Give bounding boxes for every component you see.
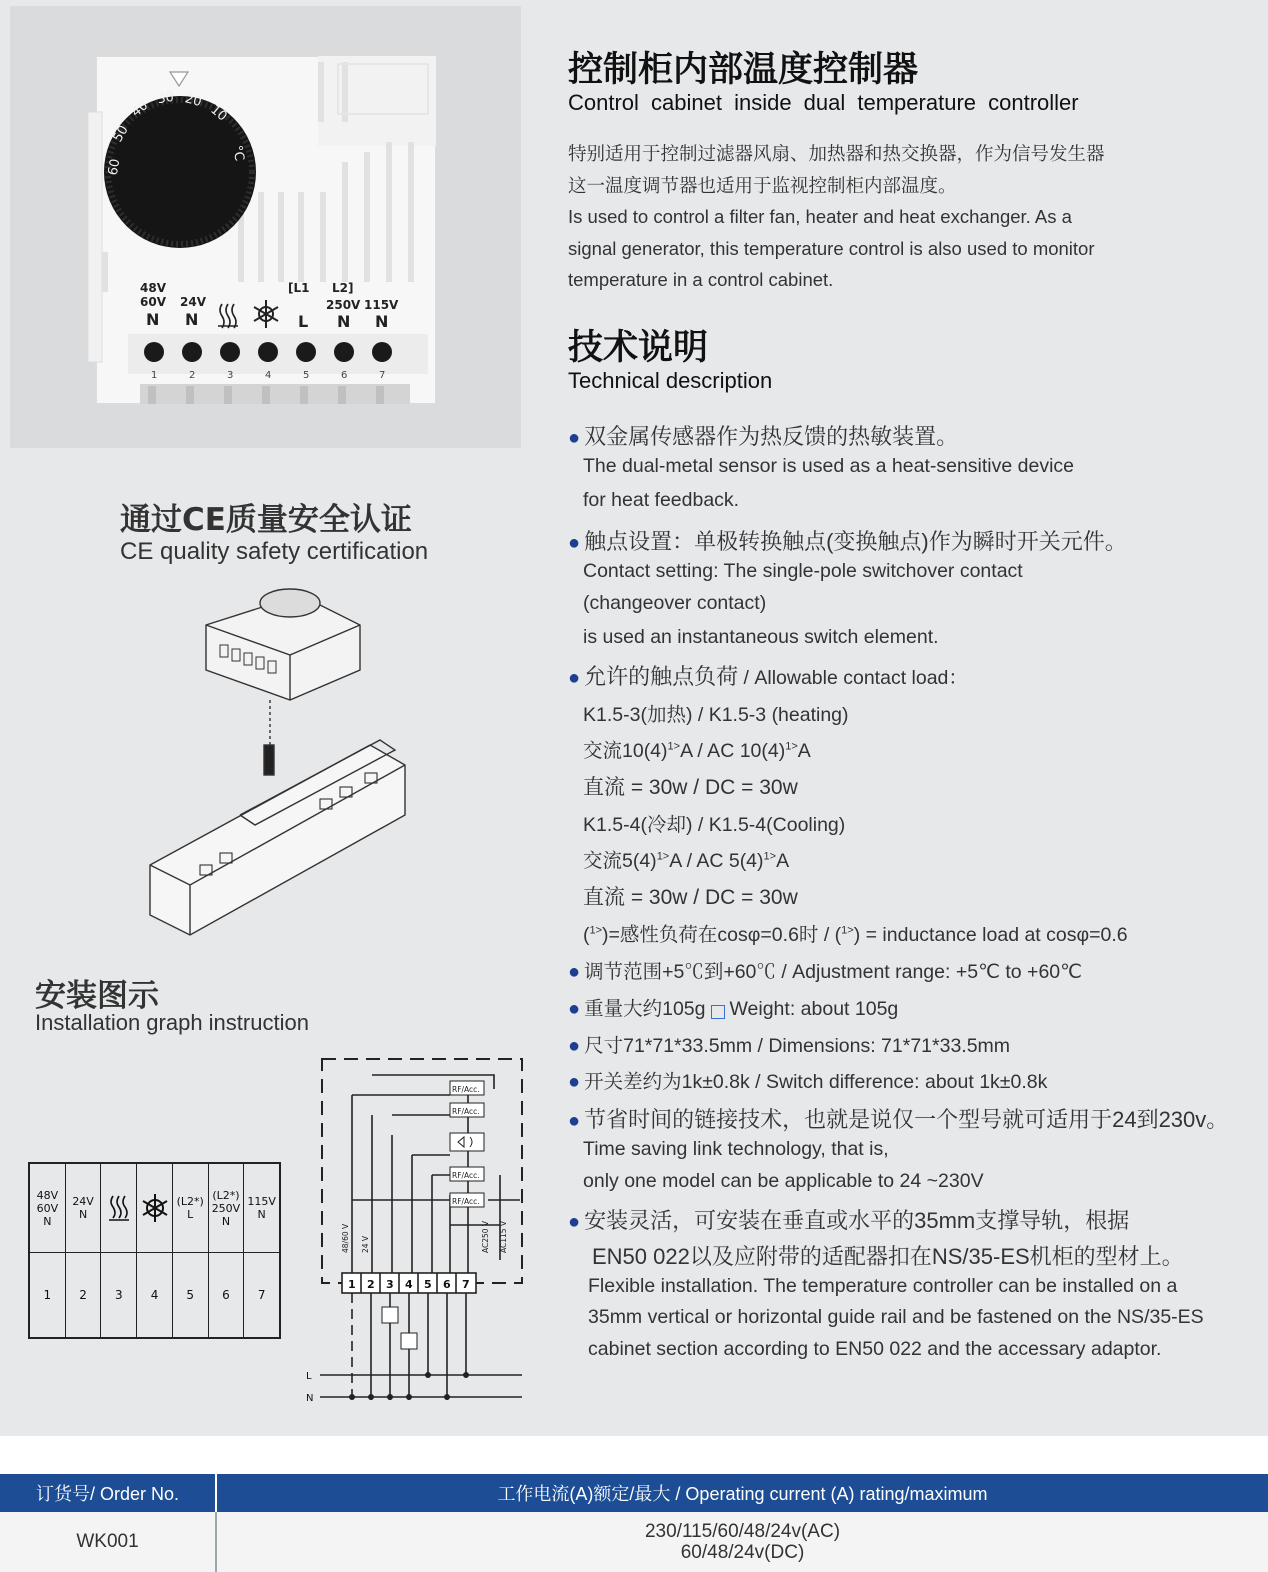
wiring-terminal-number: 1 [348, 1278, 356, 1291]
terminal-label: N [185, 310, 199, 329]
heater-icon [107, 1194, 131, 1222]
spec-text: Contact setting: The single-pole switchover contact [583, 560, 1023, 582]
terminal-text: N [257, 1208, 266, 1221]
placeholder-box-icon [711, 1005, 725, 1019]
spec-text: 35mm vertical or horizontal guide rail and be fastened on the NS/35-ES [588, 1306, 1204, 1328]
spec-line [583, 919, 1128, 947]
spec-text: 开关差约为1k±0.8k / Switch difference: about 1k±0.8k [584, 1071, 1048, 1093]
terminal-label: 60V [140, 295, 166, 309]
terminal-label: L2] [332, 281, 354, 295]
wiring-diagram [300, 1055, 528, 1407]
rf-acc-box [450, 1103, 484, 1117]
terminal-text: 115V [247, 1195, 276, 1208]
spec-text: cabinet section according to EN50 022 and the accessary adaptor. [588, 1338, 1162, 1360]
footnote-mark: 1> [667, 740, 681, 753]
terminal-number: 6 [341, 370, 348, 381]
wiring-terminal-number: 5 [424, 1278, 432, 1291]
order-table [0, 1474, 1268, 1572]
wiring-terminal-number: 2 [367, 1278, 375, 1291]
terminal-number: 4 [150, 1288, 159, 1302]
spec-item [568, 1204, 1129, 1235]
spec-text: Time saving link technology, that is, [583, 1138, 889, 1160]
terminal-number: 1 [151, 370, 158, 381]
terminal-number: 3 [114, 1288, 123, 1302]
terminal-label: [L1 [288, 281, 310, 295]
terminal-text: 250V [211, 1201, 241, 1215]
spec-text: Flexible installation. The temperature controller can be installed on a [588, 1275, 1178, 1297]
rf-acc-box [450, 1167, 484, 1181]
terminal-text: 48V [36, 1188, 59, 1202]
terminal-text: 24V [72, 1195, 94, 1208]
spec-text: 触点设置：单极转换触点(变换触点)作为瞬时开关元件。 [584, 529, 1127, 554]
spec-text: 重量大约105g [584, 998, 706, 1020]
terminal-label: N [146, 310, 160, 329]
spec-text: ) = inductance load at cosφ=0.6 [853, 924, 1128, 946]
spec-text: 双金属传感器作为热反馈的热敏装置。 [584, 424, 959, 449]
terminal-text: (L2*) [212, 1188, 240, 1202]
desc-line: 特别适用于控制过滤器风扇、加热器和热交换器，作为信号发生器 [568, 143, 1105, 164]
cooling-icon [140, 1193, 170, 1223]
dial-label: °C [229, 144, 247, 163]
terminal-text: N [78, 1208, 88, 1221]
terminal-text: 60V [36, 1201, 59, 1215]
spec-text: A [797, 740, 811, 762]
installation-title-en: Installation graph instruction [35, 1010, 309, 1035]
terminal-number: 1 [43, 1288, 52, 1302]
product-title-en: Control cabinet inside dual temperature controller [568, 90, 1079, 115]
heater-icon [382, 1307, 398, 1323]
terminal-label: N [337, 312, 351, 331]
footnote-mark: 1> [656, 850, 670, 863]
bullet-icon: ● [568, 998, 581, 1020]
table-row [0, 1512, 1268, 1572]
terminal-label: 115V [364, 298, 399, 312]
bullet-icon: ● [568, 1110, 581, 1132]
din-rail-installation-drawing [140, 585, 410, 945]
wiring-terminal-number: 6 [443, 1278, 451, 1291]
footnote-mark: 1> [785, 740, 798, 753]
thermostat-symbol [450, 1133, 484, 1151]
wiring-terminal-number: 3 [386, 1278, 394, 1291]
line-n-label: N [306, 1393, 314, 1404]
spec-text: A [776, 850, 790, 872]
spec-text: only one model can be applicable to 24 ~230V [583, 1170, 984, 1192]
spec-text: 交流10(4) [583, 740, 668, 762]
spec-item [568, 1030, 1010, 1058]
terminal-number: 6 [222, 1288, 230, 1302]
spec-text: 调节范围+5℃到+60℃ / Adjustment range: +5℃ to +60℃ [584, 961, 1083, 983]
current-ac: 230/115/60/48/24v(AC) [644, 1521, 841, 1542]
technical-title-zh: 技术说明 [568, 328, 709, 368]
current-dc: 60/48/24v(DC) [680, 1542, 805, 1563]
terminal-text: N [43, 1214, 52, 1228]
spec-item [568, 1066, 1047, 1094]
terminal-column [30, 1164, 65, 1337]
desc-line: Is used to control a filter fan, heater and heat exchanger. As a [568, 206, 1072, 227]
product-title-zh: 控制柜内部温度控制器 [568, 50, 919, 90]
terminal-column [243, 1164, 279, 1337]
spec-text: 允许的触点负荷 [584, 664, 739, 689]
terminal-table [28, 1162, 281, 1339]
terminal-label: L [298, 312, 309, 331]
terminal-label: 250V [326, 298, 361, 312]
voltage-label: 48/60 V [341, 1223, 350, 1253]
bullet-icon: ● [568, 532, 581, 554]
spec-text: )=感性负荷在cosφ=0.6时 / ( [602, 924, 842, 946]
spec-text: A / AC 5(4) [669, 850, 764, 872]
spec-line [583, 845, 789, 873]
cooling-icon [401, 1333, 417, 1349]
spec-item [568, 1103, 1228, 1134]
terminal-number: 3 [227, 370, 234, 381]
spec-item [568, 993, 898, 1021]
terminal-number: 2 [79, 1288, 87, 1302]
ce-title-zh: 通过CE质量安全认证 [120, 502, 412, 538]
terminal-number: 2 [189, 370, 196, 381]
footnote-mark: 1> [589, 924, 603, 937]
desc-line: 这一温度调节器也适用于监视控制柜内部温度。 [568, 174, 957, 196]
rf-acc-label: RF/Acc. [452, 1171, 480, 1180]
terminal-number: 4 [265, 370, 272, 381]
rf-acc-label: RF/Acc. [452, 1085, 480, 1094]
spec-text: A / AC 10(4) [680, 740, 786, 762]
bullet-icon: ● [568, 427, 581, 449]
terminal-number: 7 [257, 1288, 266, 1302]
spec-text: 尺寸71*71*33.5mm / Dimensions: 71*71*33.5mm [584, 1035, 1011, 1057]
spec-text: EN50 022以及应附带的适配器扣在NS/35-ES机柜的型材上。 [592, 1244, 1184, 1269]
footnote-mark: 1> [841, 924, 854, 937]
bullet-icon: ● [568, 667, 581, 689]
terminal-label: 24V [180, 295, 206, 309]
order-number-header: 订货号/ Order No. [0, 1474, 217, 1512]
bullet-icon: ● [568, 1211, 581, 1233]
ce-title-en: CE quality safety certification [120, 538, 429, 565]
spec-text: 直流 = 30w / DC = 30w [583, 776, 798, 799]
spec-item [568, 660, 968, 691]
spec-text: 节省时间的链接技术，也就是说仅一个型号就可适用于24到230v。 [584, 1107, 1229, 1132]
spec-text: is used an instantaneous switch element. [583, 626, 939, 648]
product-description [568, 138, 1208, 296]
dial-label: 50 [110, 123, 132, 145]
bullet-icon: ● [568, 1071, 581, 1093]
desc-line: temperature in a control cabinet. [568, 269, 834, 290]
wiring-terminal-number: 7 [462, 1278, 470, 1291]
terminal-column [172, 1164, 208, 1337]
terminal-number: 7 [379, 370, 386, 381]
rf-acc-label: RF/Acc. [452, 1197, 480, 1206]
spec-line [583, 735, 811, 763]
wiring-terminal-number: 4 [405, 1278, 413, 1291]
order-model: WK001 [0, 1512, 217, 1572]
terminal-number: 5 [303, 370, 310, 381]
thermostat-device-illustration [88, 52, 443, 406]
installation-title-zh: 安装图示 [35, 978, 159, 1014]
bullet-icon: ● [568, 1035, 581, 1057]
spec-text: 直流 = 30w / DC = 30w [583, 886, 798, 909]
operating-current-cell [217, 1512, 1268, 1572]
dial-label: 30 [156, 89, 176, 108]
desc-line: signal generator, this temperature control is also used to monitor [568, 237, 1095, 259]
voltage-label: 24 V [361, 1235, 370, 1253]
voltage-label: AC115 V [499, 1220, 508, 1253]
terminal-text: L [187, 1208, 194, 1221]
spec-text: 安装灵活，可安装在垂直或水平的35mm支撑导轨，根据 [584, 1208, 1130, 1233]
rf-acc-box [450, 1081, 484, 1095]
spec-text: K1.5-4(冷却) / K1.5-4(Cooling) [583, 814, 846, 836]
terminal-number: 5 [186, 1288, 195, 1302]
line-l-label: L [306, 1371, 312, 1382]
terminal-column [136, 1164, 172, 1337]
terminal-text: (L2*) [176, 1195, 204, 1208]
terminal-column [65, 1164, 101, 1337]
terminal-column [208, 1164, 244, 1337]
terminal-label: N [375, 312, 389, 331]
spec-text: ( [583, 924, 590, 946]
spec-text: 交流5(4) [583, 850, 657, 872]
terminal-column [100, 1164, 136, 1337]
spec-item [568, 525, 1127, 556]
spec-text: Weight: about 105g [729, 998, 899, 1020]
spec-item [568, 420, 958, 451]
dial-label: 10 [207, 102, 230, 125]
terminal-text: N [221, 1214, 231, 1228]
rf-acc-label: RF/Acc. [452, 1107, 480, 1116]
spec-text: / Allowable contact load： [738, 667, 968, 689]
footnote-mark: 1> [763, 850, 777, 863]
operating-current-header: 工作电流(A)额定/最大 / Operating current (A) rating/maximum [497, 1484, 988, 1504]
voltage-label: AC250 V [481, 1220, 490, 1253]
spec-text: K1.5-3(加热) / K1.5-3 (heating) [583, 704, 849, 726]
spec-item [568, 956, 1082, 984]
terminal-label: 48V [140, 281, 166, 295]
spec-text: for heat feedback. [583, 489, 740, 511]
dial-label: 20 [183, 91, 204, 111]
dial-label: 60 [105, 157, 124, 177]
order-table-header [0, 1474, 1268, 1512]
technical-title-en: Technical description [568, 368, 773, 393]
spec-text: The dual-metal sensor is used as a heat-sensitive device [583, 455, 1075, 477]
bullet-icon: ● [568, 961, 581, 983]
spec-text: (changeover contact) [583, 592, 767, 614]
rf-acc-box [450, 1193, 484, 1207]
dial-label: 40 [128, 98, 152, 121]
